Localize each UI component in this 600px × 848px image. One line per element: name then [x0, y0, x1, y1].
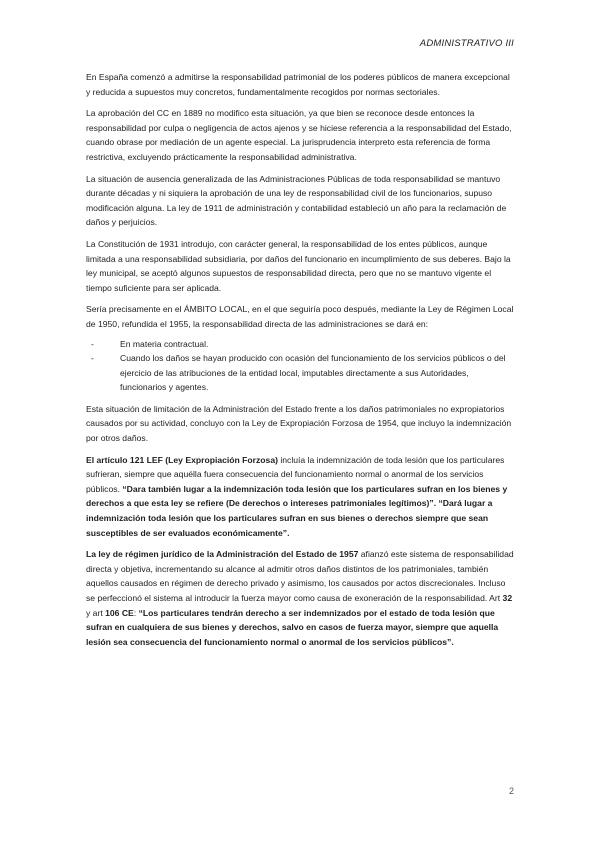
page-number: 2: [508, 786, 514, 796]
art-mid: y art: [86, 607, 106, 618]
paragraph-5: Sería precisamente en el ÁMBITO LOCAL, en el que seguiría poco después, mediante la Ley de Régimen Local de 1950, refundida el 1955, la responsabilidad directa de las administraciones se dará en:: [86, 304, 514, 329]
paragraph-7: [86, 453, 516, 541]
article-121-heading: El artículo 121 LEF (Ley Expropiación Forzosa): [86, 454, 278, 465]
art-prefix: Art: [489, 593, 503, 603]
dash-bullet: -: [91, 338, 94, 349]
paragraph-6: Esta situación de limitación de la Administración del Estado frente a los daños patrimoniales no expropiatorios causados por su actividad, concluyo con la Ley de Expropiación Forzosa de 1954, que incluyo la indemnización por otros daños.: [86, 403, 512, 444]
page-header-title: ADMINISTRATIVO III: [419, 38, 514, 49]
art-106-ce: 106 CE: [105, 607, 134, 618]
list-item: [86, 351, 516, 395]
list-item-text: En materia contractual.: [120, 338, 209, 349]
article-121-quote: “Dara también lugar a la indemnización toda lesión que los particulares sufran en los bienes y derechos a que esta ley se refiere (De derechos o intereses patrimoniales legítimos)”. “Dará lugar a indemnización toda lesión que los particulares sufran en sus bienes o derechos siempre que sean susceptibles de ser evaluados económicamente”.: [86, 483, 508, 538]
art-colon: :: [133, 607, 139, 618]
paragraph-8-text: afianzó este sistema de responsabilidad directa y objetiva, incrementando su alcance al admitir otros daños distintos de los patrimoniales, también aquellos causados en régimen de derecho privado y asimismo, los causados por actos discrecionales. Incluso se perfeccionó el sistema al introducir la fuerza mayor como causa de exoneración de la responsabilidad.: [86, 549, 514, 603]
paragraph-2: La aprobación del CC en 1889 no modifico esta situación, ya que bien se reconoce desde entonces la responsabilidad por culpa o negligencia de actos ajenos y se hiciese referencia a la responsabilidad del Estado, cuando obrase por mediación de un agente especial. La jurisprudencia interpreto esta referencia de forma restrictiva, excluyendo prácticamente la responsabilidad administrativa.: [86, 108, 512, 162]
list-item-text: Cuando los daños se hayan producido con ocasión del funcionamiento de los servicios públicos o del ejercicio de las atribuciones de la entidad local, imputables directamente a sus Autoridades, funcionarios y agentes.: [120, 353, 506, 393]
list-item: [86, 337, 516, 352]
art-106-quote: “Los particulares tendrán derecho a ser indemnizados por el estado de toda lesión que sufran en cualquiera de sus bienes y derechos, salvo en casos de fuerza mayor, siempre que aquella lesión sea consecuencia del funcionamiento normal o anormal de los servicios públicos”.: [86, 607, 499, 647]
document-body: [86, 70, 516, 656]
dash-list: [86, 337, 516, 395]
paragraph-1: En España comenzó a admitirse la responsabilidad patrimonial de los poderes públicos de manera excepcional y reducida a supuestos muy concretos, fundamentalmente recogidos por normas sectoriales.: [86, 72, 510, 97]
paragraph-8: [86, 547, 516, 649]
paragraph-3: La situación de ausencia generalizada de las Administraciones Públicas de toda responsabilidad se mantuvo durante décadas y ni siquiera la aprobación de una ley de responsabilidad civil de los funcionarios, supuso modificación alguna. La ley de 1911 de administración y contabilidad estableció un año para la reclamación de daños y perjuicios.: [86, 173, 507, 228]
art-32: 32: [502, 593, 513, 603]
paragraph-4: La Constitución de 1931 introdujo, con carácter general, la responsabilidad de los entes públicos, aunque limitada a una responsabilidad subsidiaria, por daños del funcionario en incumplimiento de sus deberes. Bajo la ley municipal, se aceptó algunos supuestos de responsabilidad directa, pero que no se mantuvo vigente el tiempo suficiente para ser aplicada.: [86, 238, 511, 293]
ley-1957-heading: La ley de régimen jurídico de la Administración del Estado de 1957: [86, 549, 359, 560]
paragraph-7-text: incluía la indemnización de toda lesión que los particulares sufrieran, siempre que aquélla fuera consecuencia del funcionamiento normal o anormal de los servicios públicos.: [86, 454, 505, 494]
dash-bullet: -: [91, 353, 94, 364]
